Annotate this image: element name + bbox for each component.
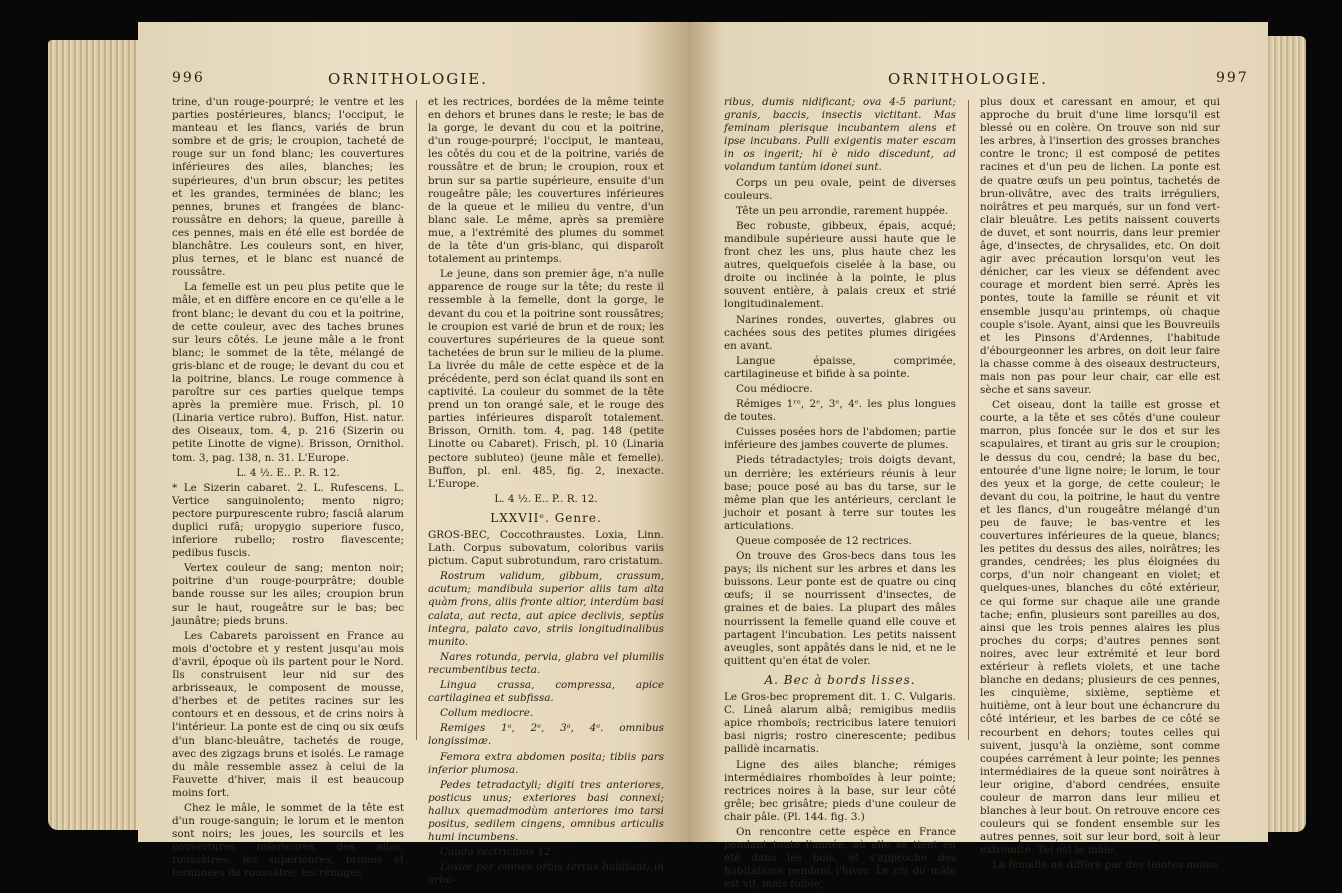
latin-character: Cauda rectricibus 12. bbox=[440, 846, 555, 859]
paragraph: Le jeune, dans son premier âge, n'a nulle apparence de rouge sur la tête; du reste il ressemble à la femelle, dont la gorge, le devant du cou et la poitrine sont roussâtres; le croupion est varié de brun et de roux; les couvertures supérieures de la queue sont tachetées de brun sur le milieu de la plume. La livrée du mâle de cette espèce et de la précédente, perd son éclat quand ils sont en captivité. La couleur du sommet de la tête prend un ton orangé sale, et le rouge des parties inférieures disparoît totalement. Brisson, Ornith. tom. 4, pag. 148 (petite Linotte ou Cabaret). Frisch, pl. 10 (Linaria pectore subluteo) (jeune mâle et femelle). Buffon, pl. enl. 485, fig. 2, inexacte. L'Europe. bbox=[428, 268, 664, 490]
paragraph: Pieds tétradactyles; trois doigts devant, un derrière; les extérieurs réunis à leur base; pouce posé au bas du tarse, sur le même plan que les antérieurs, cerclant le juchoir et posant à terre sur toutes les articulations. bbox=[724, 454, 956, 532]
page-number: 997 bbox=[1216, 70, 1249, 86]
latin-paragraph: ribus, dumis nidificant; ova 4-5 pariunt; granis, baccis, insectis victitant. Mas feminam plerisque incubantem alens et ipse incubans. Pulli exigentis mater escam in os ingerit; hi è nido discedunt, ad volandum tantùm idonei sunt. bbox=[724, 96, 956, 174]
page-stack-right bbox=[1266, 36, 1306, 832]
left-page bbox=[138, 22, 692, 887]
section-heading: A. Bec à bords lisses. bbox=[764, 672, 916, 687]
right-column-1 bbox=[724, 96, 956, 893]
paragraph: Les Cabarets paroissent en France au mois d'octobre et y restent jusqu'au mois d'avril, époque où ils partent pour le Nord. Ils construisent leur nid sur des arbrisseaux, le composent de mousse, d'herbes et de petites racines sur les contours et en dessous, et de crins noirs à l'intérieur. La ponte est de cinq ou six œufs d'un blanc-bleuâtre, tachetés de rouge, avec des zigzags bruns et isolés. Le ramage du mâle ressemble assez à celui de la Fauvette d'hiver, mais il est beaucoup moins fort. bbox=[172, 629, 404, 799]
paragraph: Tête un peu arrondie, rarement huppée. bbox=[736, 204, 949, 217]
paragraph: plus doux et caressant en amour, et qui approche du bruit d'une lime lorsqu'il est blessé ou en colère. On trouve son nid sur les arbres, à l'insertion des grosses branches contre le tronc; il est composé de petites racines et d'un peu de lichen. La ponte est de quatre œufs un peu pointus, tachetés de brun-olivâtre, avec des traits irréguliers, noirâtres et peu marqués, sur un fond vert-clair bleuâtre. Les petits naissent couverts de duvet, et sont nourris, dans leur premier âge, d'insectes, de chrysalides, etc. On doit agir avec précaution lorsqu'on veut les dénicher, car les vieux se défendent avec courage et mordent bien serré. Après les pontes, toute la famille se réunit et vit ensemble jusqu'au printemps, où chaque couple s'isole. Ayant, ainsi que les Bouvreuils et les Pinsons d'Ardennes, l'habitude d'ébourgeonner les arbres, on doit leur faire la chasse comme à des oiseaux destructeurs, mais non pas pour leur chair, car elle est sèche et sans saveur. bbox=[980, 96, 1220, 397]
paragraph: Vertex couleur de sang; menton noir; poitrine d'un rouge-pourprâtre; double bande rousse sur les ailes; croupion brun sur le haut, rougeâtre sur le bas; bec jaunâtre; pieds bruns. bbox=[172, 562, 404, 627]
paragraph: Queue composée de 12 rectrices. bbox=[736, 535, 912, 547]
latin-character: Lingua crassa, compressa, apice cartilaginea et subfissa. bbox=[428, 679, 664, 705]
latin-character: Collum mediocre. bbox=[440, 707, 534, 720]
paragraph: Narines rondes, ouvertes, glabres ou cachées sous des petites plumes dirigées en avant. bbox=[724, 313, 956, 352]
latin-character: Pedes tetradactyli; digiti tres anteriores, posticus unus; exteriores basi connexi; hallux quemadmodùm anteriores imo tarsi positus, sedilem cingens, omnibus articulis humi incumbens. bbox=[428, 778, 664, 844]
latin-character: Nares rotunda, pervia, glabra vel plumilis recumbentibus tecta. bbox=[428, 650, 664, 676]
latin-character: Rostrum validum, gibbum, crassum, acutum; mandibula superior aliis tam alta quàm frons, aliis fronte altior, interdùm basi calata, aut recta, aut apice declivis, septùs integra, palato cavo, striis longitudinalibus munito. bbox=[428, 570, 664, 648]
paragraph: La femelle ne diffère par des teintes moins bbox=[992, 859, 1218, 872]
paragraph: Chez le mâle, le sommet de la tête est d'un rouge-sanguin; le lorum et le menton sont noirs; les joues, les sourcils et les couvertures inférieures des ailes, roussâtres; les supérieures, brunes et terminées de roussâtre; les rémiges bbox=[172, 801, 404, 880]
paragraph: Rémiges 1ʳᵉ, 2ᵉ, 3ᵉ, 4ᵉ. les plus longues de toutes. bbox=[724, 398, 956, 424]
paragraph: Ligne des ailes blanche; rémiges intermédiaires rhomboïdes à leur pointe; rectrices noires à la base, sur leur côté grêle; bec grisâtre; pieds d'une couleur de chair pâle. (Pl. 144. fig. 3.) bbox=[724, 758, 956, 823]
species-entry: Le Gros-bec proprement dit. 1. C. Vulgaris. C. Lineâ alarum albâ; remigibus mediis apice rhomboïs; rectricibus latere tenuiori basi nigris; rostro cinerescente; pedibus pallidè incarnatis. bbox=[724, 691, 956, 756]
species-entry: * Le Sizerin cabaret. 2. L. Rufescens. L. Vertice sanguinolento; mento nigro; pectore purpurescente rubro; fasciâ alarum duplici rufâ; uropygio superiore fusco, inferiore rubello; rostro flavescente; pedibus fuscis. bbox=[172, 481, 404, 560]
paragraph: trine, d'un rouge-pourpré; le ventre et les parties postérieures, blancs; l'occiput, le manteau et les flancs, variés de brun sombre et de gris; le croupion, tacheté de rouge sur un fond blanc; les couvertures inférieures des ailes, blanches; les supérieures, d'un brun obscur; les petites et les grandes, terminées de blanc; les pennes, brunes et frangées de blanc-roussâtre en dehors; la queue, pareille à ces pennes, mais en été elle est bordée de blanchâtre. Les couleurs sont, en hiver, plus ternes, et le blanc est nuancé de roussâtre. bbox=[172, 96, 404, 279]
column-rule bbox=[968, 100, 969, 740]
measurement-line: L. 4 ½. E.. P.. R. 12. bbox=[236, 466, 340, 479]
measurement-line: L. 4 ½. E.. P.. R. 12. bbox=[494, 492, 598, 505]
latin-character: Femora extra abdomen posita; tibiis pars inferior plumosa. bbox=[428, 750, 664, 776]
open-book bbox=[48, 22, 1306, 891]
column-rule bbox=[416, 100, 417, 740]
running-head: ORNITHOLOGIE. bbox=[328, 70, 488, 88]
page-number: 996 bbox=[172, 70, 205, 86]
paragraph: Langue épaisse, comprimée, cartilagineuse et bifide à sa pointe. bbox=[724, 354, 956, 380]
right-column-2 bbox=[980, 96, 1220, 875]
paragraph: Cou médiocre. bbox=[736, 382, 813, 395]
page-stack-left bbox=[48, 40, 140, 830]
left-column-2 bbox=[428, 96, 664, 889]
running-head: ORNITHOLOGIE. bbox=[888, 70, 1048, 88]
paragraph: Cuisses posées hors de l'abdomen; partie inférieure des jambes couverte de plumes. bbox=[724, 426, 956, 452]
left-column-1 bbox=[172, 96, 404, 883]
right-page bbox=[688, 22, 1268, 891]
paragraph: Corps un peu ovale, peint de diverses couleurs. bbox=[724, 176, 956, 202]
paragraph: On trouve des Gros-becs dans tous les pays; ils nichent sur les arbres et dans les buissons. Leur ponte est de quatre ou cinq œufs; il se nourrissent d'insectes, de graines et de baies. La plupart des mâles nourrissent la femelle quand elle couve et partagent l'incubation. Les petits naissent aveugles, sont appâtés dans le nid, et ne le quittent qu'en état de voler. bbox=[724, 550, 956, 667]
latin-character: Remiges 1ᵃ, 2ᵃ, 3ᵃ, 4ᵃ. omnibus longissimæ. bbox=[428, 722, 664, 748]
paragraph: Cet oiseau, dont la taille est grosse et courte, a la tête et ses côtés d'une couleur marron, plus foncée sur le dos et sur les scapulaires, et tirant au gris sur le croupion; le dessus du cou, cendré; la base du bec, entourée d'une ligne noire; le lorum, le tour des yeux et la gorge, de cette couleur; le devant du cou, la poitrine, le haut du ventre et les flancs, d'un rougeâtre mélangé d'un peu de fauve; le bas-ventre et les couvertures inférieures de la queue, blancs; les petites du dessus des ailes, noirâtres; les grandes, cendrées; les plus éloignées du corps, d'un noir changeant en violet; et quelques-unes, blanches du côté extérieur, ce qui forme sur chaque aile une grande tache; enfin, plusieurs sont pareilles au dos, ainsi que les trois pennes alaires les plus proches du corps; d'autres pennes sont noires, avec leur extrémité et leur bord extérieur à reflets violets, et une tache blanche en dedans; plusieurs de ces pennes, les cinquième, sixième, septième et huitième, ont à leur bout une échancrure du côté intérieur, et les barbes de ce côté se recourbent en dehors; toutes celles qui suivent, jusqu'à la onzième, sont comme coupées carrément à leur pointe; les pennes intermédiaires de la queue sont noirâtres à leur origine, d'abord cendrées, ensuite couleur de marron dans leur milieu et blanches à leur bout. On retrouve encore ces couleurs qui se fondent ensemble sur les autres pennes, soit sur leur bord, soit à leur extrémité. Tel est le mâle. bbox=[980, 399, 1220, 857]
paragraph: La femelle est un peu plus petite que le mâle, et en diffère encore en ce qu'elle a le front blanc; le devant du cou et la poitrine, de cette couleur, avec des taches brunes sur leurs côtés. Le jeune mâle a le front blanc; le sommet de la tête, mélangé de gris-blanc et de rouge; le devant du cou et la poitrine, blancs. Le rouge commence à paroître sur ces parties quelque temps après la première mue. Frisch, pl. 10 (Linaria vertice rubro). Buffon, Hist. natur. des Oiseaux, tom. 4, p. 216 (Sizerin ou petite Linotte de vigne). Brisson, Ornithol. tom. 3, pag. 138, n. 31. L'Europe. bbox=[172, 281, 404, 464]
genus-heading: LXXVIIᵉ. Genre. bbox=[490, 510, 602, 525]
paragraph: On rencontre cette espèce en France pendant toute l'année, où elle se tient en été dans les bois, et s'approche des habitations pendant l'hiver. Le cri du mâle est vif, mais foible, bbox=[724, 825, 956, 891]
paragraph: Bec robuste, gibbeux, épais, acqué; mandibule supérieure aussi haute que le front chez les uns, plus haute chez les autres, quelquefois ciselée à la base, ou droite ou inclinée à la pointe, le plus souvent entière, à palais creux et strié longitudinalement. bbox=[724, 219, 956, 311]
latin-character: Loxiæ per omnes orbis terras habitant; in arbo- bbox=[428, 861, 664, 887]
paragraph: et les rectrices, bordées de la même teinte en dehors et brunes dans le reste; le bas de la gorge, le devant du cou et la poitrine, d'un rouge-pourpré; l'occiput, le manteau, les côtés du cou et de la poitrine, variés de roussâtre et de brun; le croupion, roux et brun sur sa partie supérieure, ensuite d'un rougeâtre pâle; les couvertures inférieures de la queue et le milieu du ventre, d'un blanc sale. Le même, après sa première mue, a l'extrémité des plumes du sommet de la tête d'un gris-blanc, qui disparoît totalement au printemps. bbox=[428, 96, 664, 266]
genus-entry: GROS-BEC, Coccothraustes. Loxia, Linn. Lath. Corpus subovatum, coloribus variis pictum. Caput subrotundum, raro cristatum. bbox=[428, 529, 664, 568]
